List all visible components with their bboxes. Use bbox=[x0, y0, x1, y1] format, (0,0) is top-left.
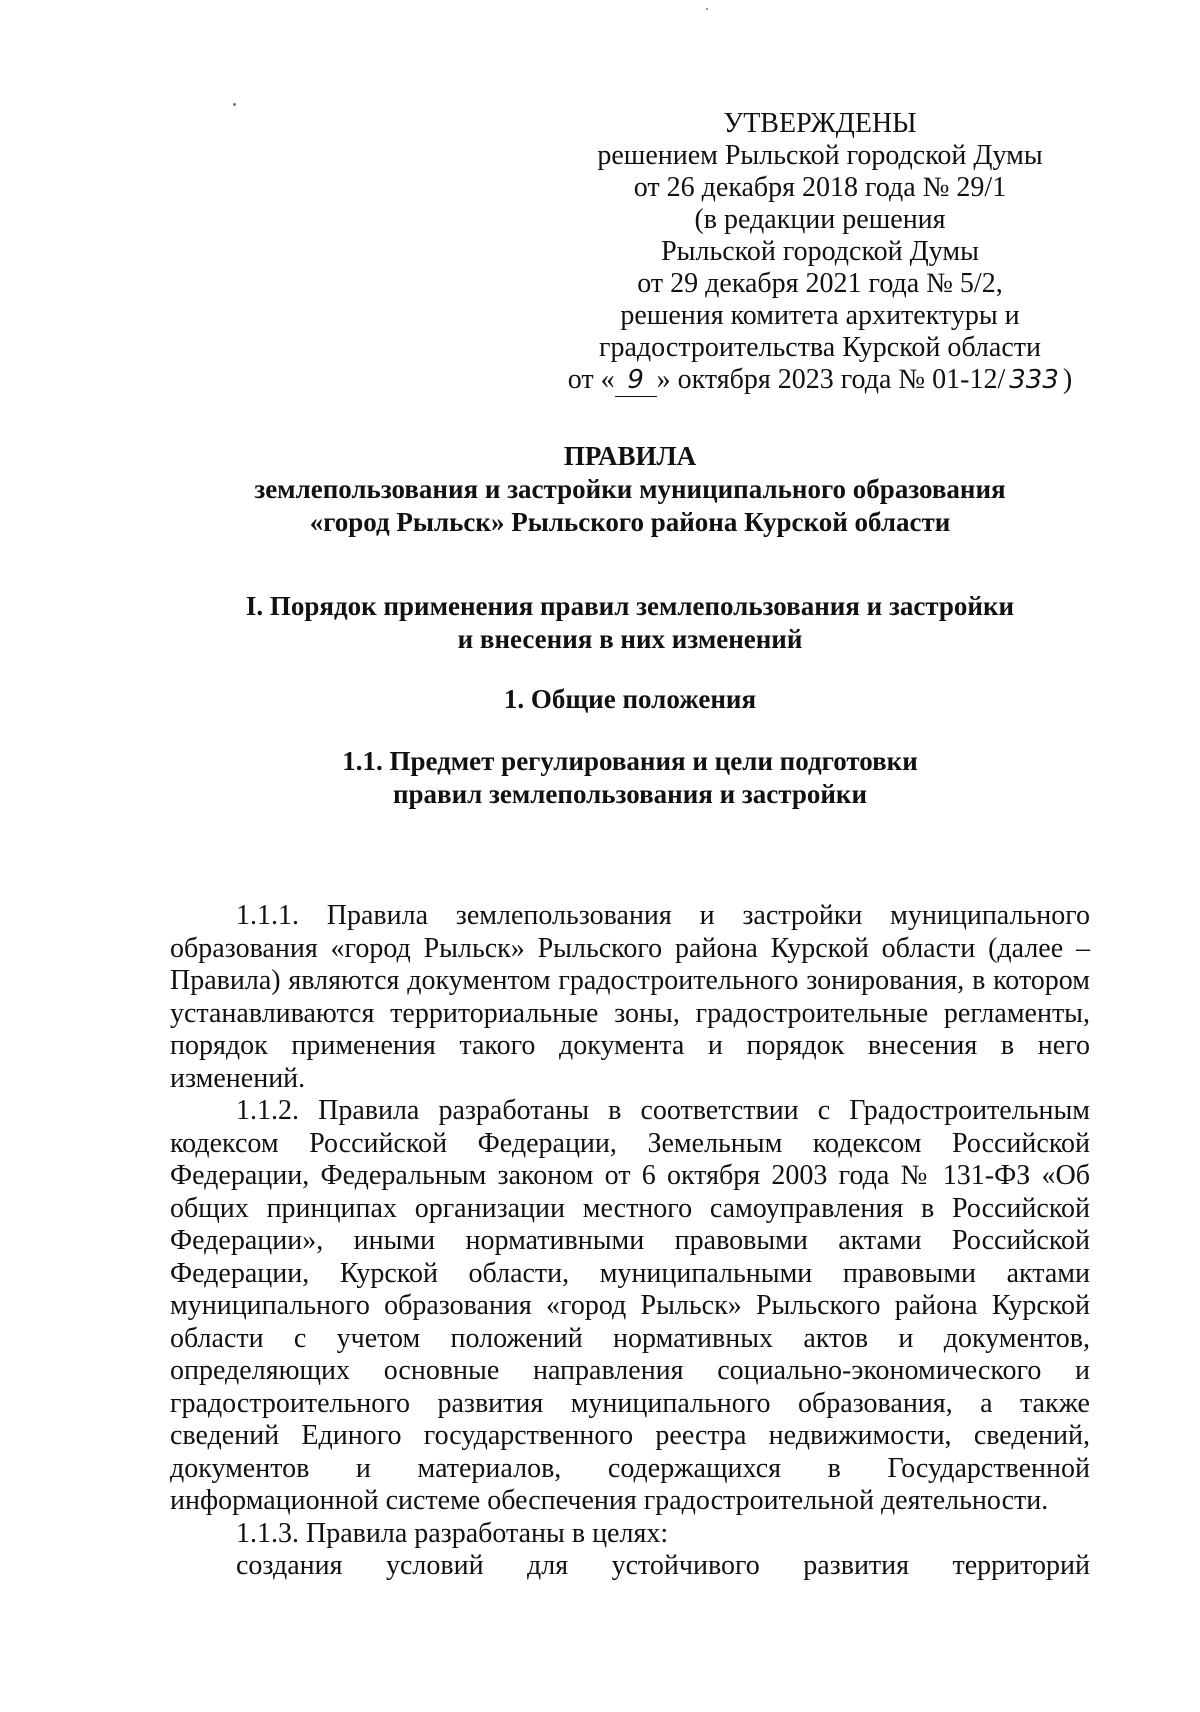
subsection-heading bbox=[170, 745, 1090, 811]
approval-block bbox=[560, 108, 1080, 397]
subsection-line-1: 1.1. Предмет регулирования и цели подготовки bbox=[342, 746, 918, 776]
approval-edition-date-line: от 29 декабря 2021 года № 5/2, bbox=[637, 268, 1003, 299]
paragraph-1-1-3: 1.1.3. Правила разработаны в целях: bbox=[236, 1517, 669, 1549]
title-line-2: «город Рыльск» Рыльского района Курской области bbox=[309, 507, 951, 537]
approval-signature-date-line bbox=[560, 364, 1080, 397]
document-body bbox=[170, 900, 1090, 1583]
approval-date-prefix: от « bbox=[567, 364, 615, 395]
approval-heading: УТВЕРЖДЕНЫ bbox=[723, 108, 917, 139]
chapter-title: 1. Общие положения bbox=[503, 684, 757, 714]
approval-duma-line: Рыльской городской Думы bbox=[661, 236, 979, 267]
title-heading: ПРАВИЛА bbox=[563, 441, 697, 471]
chapter-heading bbox=[170, 683, 1090, 716]
paragraph-1-1-2: 1.1.2. Правила разработаны в соответствии с Градостроительным кодексом Российской Федерации, Земельным кодексом Российской Федерации, Федеральным законом от 6 октября 2003 года № 131-ФЗ «Об общих принципах организации местного самоуправления в Российской Федерации», иными нормативными правовыми актами Российской Федерации, Курской области, муниципальными правовыми актами муниципального образования «город Рыльск» Рыльского района Курской области с учетом положений нормативных актов и документов, определяющих основные направления социально-экономического и градостроительного развития муниципального образования, а также сведений Единого государственного реестра недвижимости, сведений, документов и материалов, содержащихся в Государственной информационной системе обеспечения градостроительной деятельности. bbox=[170, 1095, 1090, 1516]
title-line-1: землепользования и застройки муниципального образования bbox=[254, 474, 1006, 504]
scan-speck bbox=[706, 8, 708, 10]
subsection-line-2: правил землепользования и застройки bbox=[392, 779, 868, 809]
handwritten-day: 9 bbox=[615, 364, 657, 397]
section-heading bbox=[170, 590, 1090, 656]
document-title bbox=[170, 440, 1090, 539]
scan-speck bbox=[233, 103, 236, 106]
approval-date-suffix: ) bbox=[1062, 364, 1073, 395]
handwritten-number: 333 bbox=[1009, 365, 1059, 395]
approval-region-line: градостроительства Курской области bbox=[599, 332, 1041, 363]
paragraph-goals-item: создания условий для устойчивого развития территорий bbox=[236, 1550, 1090, 1581]
approval-decision-line: решением Рыльской городской Думы bbox=[597, 140, 1043, 171]
paragraph-1-1-1: 1.1.1. Правила землепользования и застройки муниципального образования «город Рыльск» Рыльского района Курской области (далее – Правила) являются документом градостроительного зонирования, в котором устанавливаются территориальные зоны, градостроительные регламенты, порядок применения такого документа и порядок внесения в него изменений. bbox=[170, 900, 1090, 1094]
approval-edition-line: (в редакции решения bbox=[694, 204, 946, 235]
section-line-2: и внесения в них изменений bbox=[457, 624, 803, 654]
section-line-1: I. Порядок применения правил землепользования и застройки bbox=[245, 591, 1015, 621]
approval-date-middle: » октября 2023 года № 01-12/ bbox=[656, 364, 1006, 395]
approval-committee-line: решения комитета архитектуры и bbox=[620, 300, 1020, 331]
approval-date-line: от 26 декабря 2018 года № 29/1 bbox=[633, 172, 1007, 203]
